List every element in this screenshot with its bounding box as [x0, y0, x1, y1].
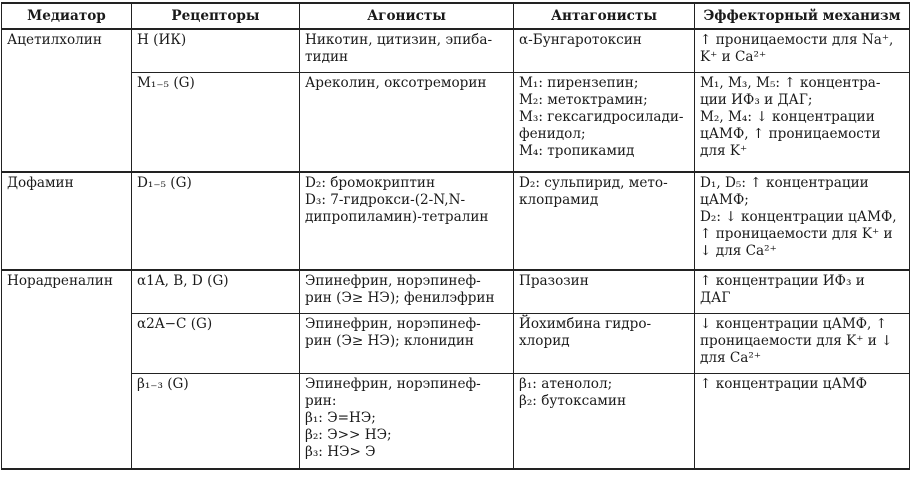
table-row — [2, 270, 910, 313]
header-row — [2, 3, 910, 29]
agonists-cell: Эпинефрин, норэпинеф- рин: β₁: Э=НЭ; β₂: Э>> НЭ; β₃: НЭ> Э — [300, 373, 514, 469]
mediator-cell-empty — [2, 313, 132, 373]
header-mediator: Медиатор — [2, 3, 132, 29]
table-row — [2, 172, 910, 270]
receptor-cell: α1A, B, D (G) — [132, 270, 300, 313]
receptor-cell: M₁₋₅ (G) — [132, 72, 300, 172]
effector-cell: ↑ концентрации ИФ₃ и ДАГ — [695, 270, 910, 313]
agonists-cell: Ареколин, оксотреморин — [300, 72, 514, 172]
table-row — [2, 313, 910, 373]
receptor-cell: D₁₋₅ (G) — [132, 172, 300, 270]
antagonists-cell: β₁: атенолол; β₂: бутоксамин — [514, 373, 695, 469]
effector-cell: M₁, M₃, M₅: ↑ концентра- ции ИФ₃ и ДАГ; M₂, M₄: ↓ концентрации цАМФ, ↑ проницаемости для K⁺ — [695, 72, 910, 172]
effector-cell: ↑ концентрации цАМФ — [695, 373, 910, 469]
effector-cell: D₁, D₅: ↑ концентрации цАМФ; D₂: ↓ концентрации цАМФ, ↑ проницаемости для K⁺ и ↓ для Ca²⁺ — [695, 172, 910, 270]
table-row — [2, 72, 910, 172]
table-row — [2, 373, 910, 469]
header-receptors: Рецепторы — [132, 3, 300, 29]
mediator-cell: Дофамин — [2, 172, 132, 270]
header-antagonists: Антагонисты — [514, 3, 695, 29]
effector-cell: ↑ проницаемости для Na⁺, K⁺ и Ca²⁺ — [695, 29, 910, 72]
mediator-cell: Ацетилхолин — [2, 29, 132, 72]
mediator-cell-empty — [2, 72, 132, 172]
receptor-cell: α2A−C (G) — [132, 313, 300, 373]
antagonists-cell: Йохимбина гидро- хлорид — [514, 313, 695, 373]
mediator-cell: Норадреналин — [2, 270, 132, 313]
agonists-cell: D₂: бромокриптин D₃: 7-гидрокси-(2-N,N- дипропиламин)-тетралин — [300, 172, 514, 270]
antagonists-cell: α-Бунгаротоксин — [514, 29, 695, 72]
antagonists-cell: D₂: сульпирид, мето- клопрамид — [514, 172, 695, 270]
agonists-cell: Эпинефрин, норэпинеф- рин (Э≥ НЭ); фенилэфрин — [300, 270, 514, 313]
effector-cell: ↓ концентрации цАМФ, ↑ проницаемости для K⁺ и ↓ для Ca²⁺ — [695, 313, 910, 373]
agonists-cell: Эпинефрин, норэпинеф- рин (Э≥ НЭ); клонидин — [300, 313, 514, 373]
receptor-cell: Н (ИК) — [132, 29, 300, 72]
receptor-cell: β₁₋₃ (G) — [132, 373, 300, 469]
pharmacology-table — [1, 2, 910, 470]
header-agonists: Агонисты — [300, 3, 514, 29]
table-row — [2, 29, 910, 72]
mediator-cell-empty — [2, 373, 132, 469]
agonists-cell: Никотин, цитизин, эпиба- тидин — [300, 29, 514, 72]
header-effector: Эффекторный механизм — [695, 3, 910, 29]
antagonists-cell: M₁: пирензепин; M₂: метоктрамин; M₃: гексагидросилади- фенидол; M₄: тропикамид — [514, 72, 695, 172]
antagonists-cell: Празозин — [514, 270, 695, 313]
